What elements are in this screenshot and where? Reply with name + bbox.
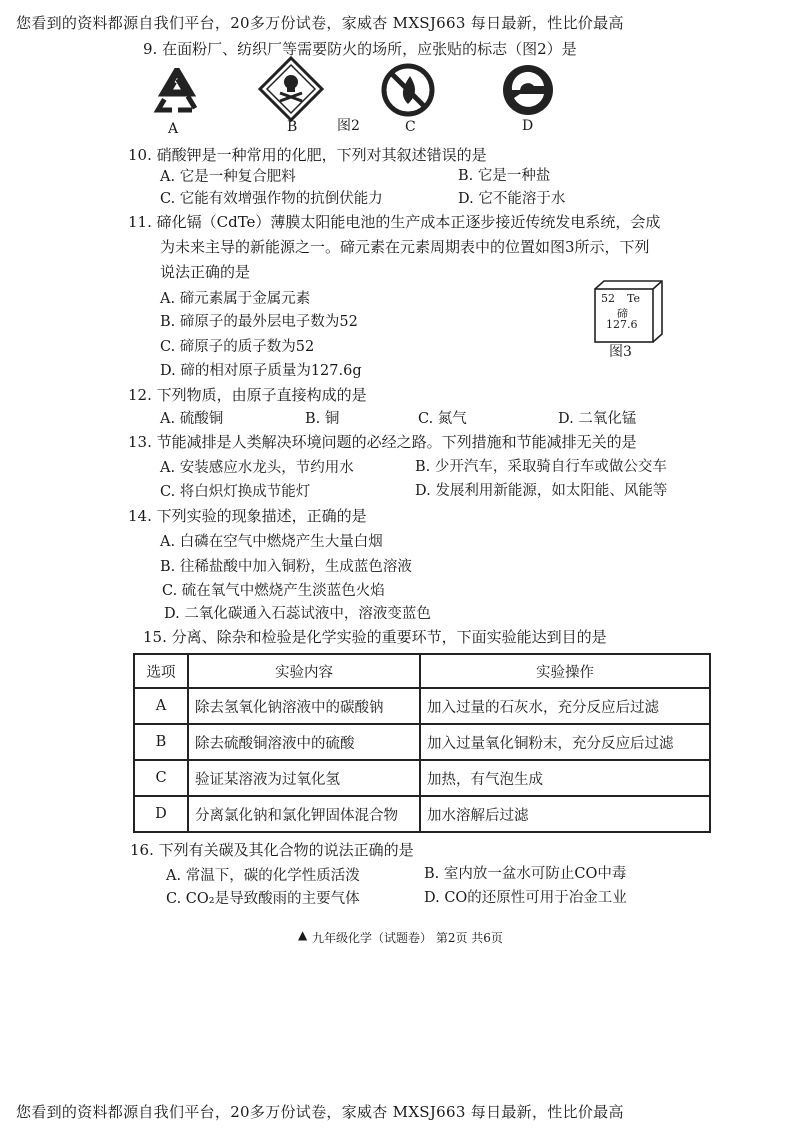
question-16-text: 16. 下列有关碳及其化合物的说法正确的是 <box>130 841 414 859</box>
header-operation: 实验操作 <box>420 654 710 688</box>
question-10-text: 10. 硝酸钾是一种常用的化肥，下列对其叙述错误的是 <box>128 146 487 164</box>
question-9-text: 9. 在面粉厂、纺织厂等需要防火的场所，应张贴的标志（图2）是 <box>143 40 577 58</box>
header-option: 选项 <box>134 654 188 688</box>
option-16d: D. CO的还原性可用于冶金工业 <box>424 890 627 906</box>
option-10a: A. 它是一种复合肥料 <box>160 169 296 185</box>
table-row <box>134 724 710 760</box>
option-label-c: C <box>405 119 416 135</box>
water-saving-icon <box>500 62 556 122</box>
question-13-text: 13. 节能减排是人类解决环境问题的必经之路。下列措施和节能减排无关的是 <box>128 433 637 451</box>
question-15-text: 15. 分离、除杂和检验是化学实验的重要环节，下面实验能达到目的是 <box>143 628 607 646</box>
option-16c: C. CO₂是导致酸雨的主要气体 <box>166 891 360 907</box>
row-d-content: 分离氯化钠和氯化钾固体混合物 <box>188 796 420 832</box>
question-11-line2: 为未来主导的新能源之一。碲元素在元素周期表中的位置如图3所示，下列 <box>160 238 650 256</box>
page-footer: 九年级化学（试题卷） 第2页 共6页 <box>312 931 503 945</box>
row-c-operation: 加热，有气泡生成 <box>420 760 710 796</box>
option-12a: A. 硫酸铜 <box>160 411 224 427</box>
option-14a: A. 白磷在空气中燃烧产生大量白烟 <box>160 534 383 550</box>
question-11-line3: 说法正确的是 <box>160 263 251 281</box>
option-14b: B. 往稀盐酸中加入铜粉，生成蓝色溶液 <box>160 559 412 575</box>
figure-3-caption: 图3 <box>609 344 632 360</box>
toxic-warning-icon <box>258 56 324 126</box>
option-label-d: D <box>522 118 534 134</box>
periodic-cell-frame <box>594 280 664 348</box>
table-row <box>134 796 710 832</box>
watermark-top: 您看到的资料都源自我们平台，20多万份试卷，家威杏 MXSJ663 每日最新，性比价最高 <box>16 14 624 32</box>
row-b-operation: 加入过量氧化铜粉末，充分反应后过滤 <box>420 724 710 760</box>
experiment-table <box>133 653 711 833</box>
option-14c: C. 硫在氧气中燃烧产生淡蓝色火焰 <box>162 583 385 599</box>
row-a-content: 除去氢氧化钠溶液中的碳酸钠 <box>188 688 420 724</box>
header-content: 实验内容 <box>188 654 420 688</box>
option-13b: B. 少开汽车，采取骑自行车或做公交车 <box>415 459 667 475</box>
option-13d: D. 发展利用新能源，如太阳能、风能等 <box>415 483 668 499</box>
option-12c: C. 氮气 <box>418 411 467 427</box>
row-a-option: A <box>134 688 188 724</box>
table-row <box>134 760 710 796</box>
option-label-b: B <box>287 119 298 135</box>
option-13a: A. 安装感应水龙头，节约用水 <box>160 460 354 476</box>
row-c-content: 验证某溶液为过氧化氢 <box>188 760 420 796</box>
table-row <box>134 688 710 724</box>
figure-2-caption: 图2 <box>337 118 360 134</box>
row-b-option: B <box>134 724 188 760</box>
option-label-a: A <box>168 121 179 137</box>
atomic-mass: 127.6 <box>606 318 638 331</box>
option-16b: B. 室内放一盆水可防止CO中毒 <box>424 866 627 882</box>
element-name: 碲 <box>617 307 628 320</box>
option-11a: A. 碲元素属于金属元素 <box>160 291 311 307</box>
watermark-bottom: 您看到的资料都源自我们平台，20多万份试卷，家威杏 MXSJ663 每日最新，性比价最高 <box>16 1103 624 1121</box>
no-fire-icon <box>380 62 436 122</box>
option-11b: B. 碲原子的最外层电子数为52 <box>160 314 358 330</box>
option-16a: A. 常温下，碳的化学性质活泼 <box>166 868 360 884</box>
option-11c: C. 碲原子的质子数为52 <box>160 339 315 355</box>
option-13c: C. 将白炽灯换成节能灯 <box>160 484 311 500</box>
element-symbol: Te <box>627 292 640 305</box>
table-header-row <box>134 654 710 688</box>
triangle-icon: ▲ <box>298 928 308 942</box>
question-11-line1: 11. 碲化镉（CdTe）薄膜太阳能电池的生产成本正逐步接近传统发电系统，会成 <box>128 213 661 231</box>
row-b-content: 除去硫酸铜溶液中的硫酸 <box>188 724 420 760</box>
option-10b: B. 它是一种盐 <box>458 168 551 184</box>
row-d-operation: 加水溶解后过滤 <box>420 796 710 832</box>
option-12d: D. 二氧化锰 <box>558 411 637 427</box>
row-c-option: C <box>134 760 188 796</box>
option-12b: B. 铜 <box>305 411 340 427</box>
row-d-option: D <box>134 796 188 832</box>
question-12-text: 12. 下列物质，由原子直接构成的是 <box>128 386 367 404</box>
option-10d: D. 它不能溶于水 <box>458 191 566 207</box>
row-a-operation: 加入过量的石灰水，充分反应后过滤 <box>420 688 710 724</box>
option-10c: C. 它能有效增强作物的抗倒伏能力 <box>160 191 383 207</box>
atomic-number: 52 <box>601 292 615 305</box>
recycle-icon <box>150 68 204 120</box>
option-11d: D. 碲的相对原子质量为127.6g <box>160 363 362 379</box>
option-14d: D. 二氧化碳通入石蕊试液中，溶液变蓝色 <box>164 606 431 622</box>
question-14-text: 14. 下列实验的现象描述，正确的是 <box>128 507 367 525</box>
